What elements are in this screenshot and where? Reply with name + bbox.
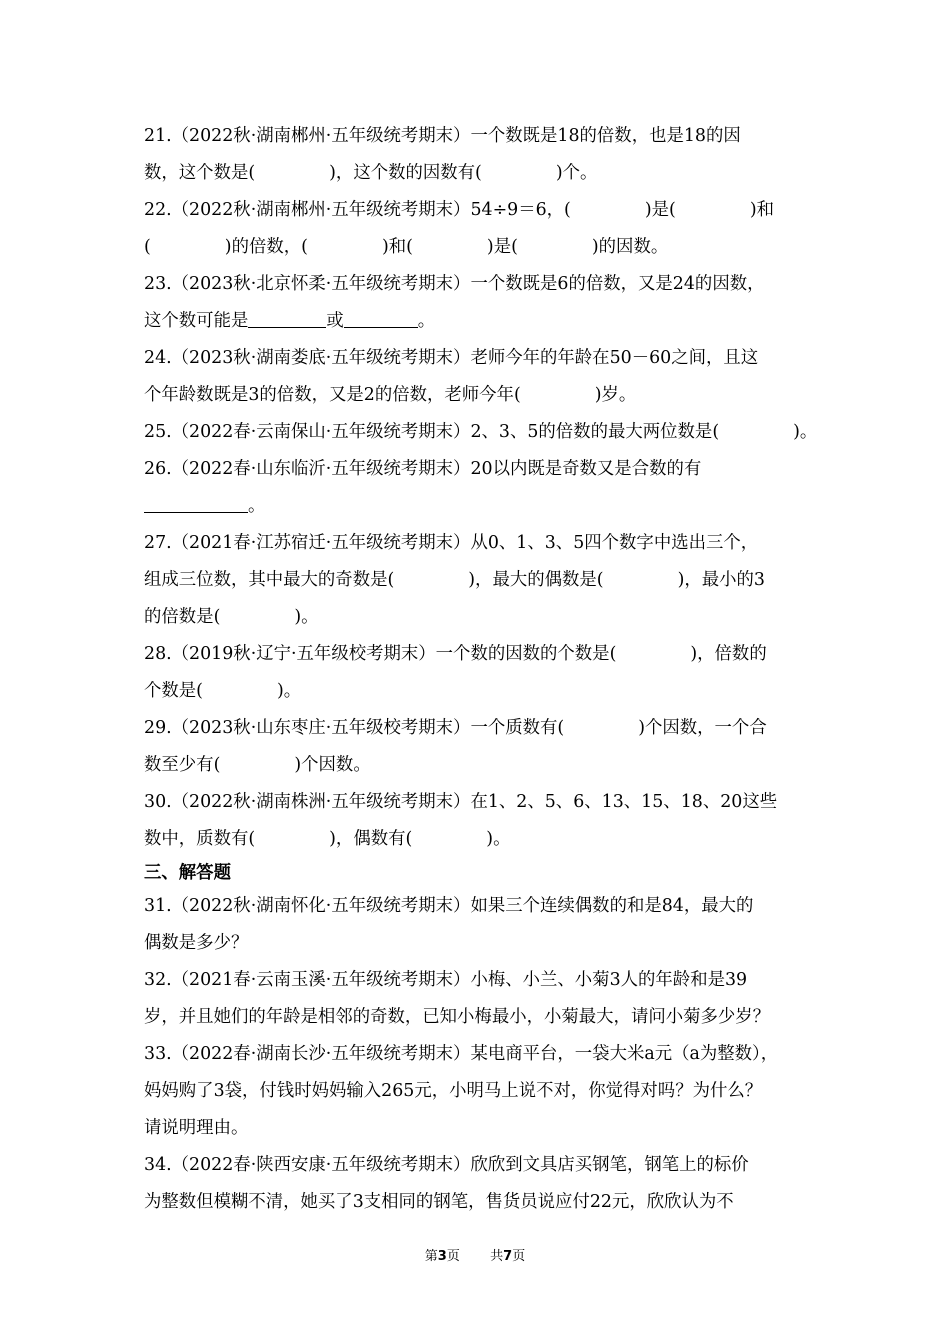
question-text: 29.（2023秋·山东枣庄·五年级校考期末）一个质数有( [144, 718, 565, 738]
question-21 [144, 118, 808, 192]
question-25 [144, 414, 818, 451]
question-text: )个因数。 [294, 755, 371, 775]
question-text: )。 [294, 607, 319, 627]
footer-total-suffix: 页 [512, 1249, 526, 1264]
question-28 [144, 636, 808, 710]
question-text: 的倍数是( [144, 607, 221, 627]
question-33 [144, 1036, 808, 1147]
question-text: 数，这个数是( [144, 163, 256, 183]
question-text: 30.（2022秋·湖南株洲·五年级统考期末）在1、2、5、6、13、15、18、20这些 [144, 792, 778, 812]
question-text: 32.（2021春·云南玉溪·五年级统考期末）小梅、小兰、小菊3人的年龄和是39 [144, 970, 748, 990]
page-footer [0, 1245, 950, 1264]
question-list [144, 118, 818, 1221]
question-text: )个。 [555, 163, 598, 183]
question-text: )，这个数的因数有( [329, 163, 482, 183]
question-text: )。 [486, 829, 511, 849]
question-text: )和( [381, 237, 413, 257]
question-text: )是( [644, 200, 676, 220]
total-pages: 7 [503, 1249, 513, 1264]
question-34 [144, 1147, 808, 1221]
question-text: 岁，并且她们的年龄是相邻的奇数，已知小梅最小，小菊最大，请问小菊多少岁？ [144, 1007, 771, 1027]
question-30 [144, 784, 808, 858]
question-text: 请说明理由。 [144, 1118, 249, 1138]
question-31 [144, 888, 808, 962]
question-text: 。 [248, 496, 266, 516]
question-text: 个数是( [144, 681, 203, 701]
footer-page-suffix: 页 [446, 1249, 460, 1264]
question-text: 22.（2022秋·湖南郴州·五年级统考期末）54÷9＝6，( [144, 200, 571, 220]
answer-underline[interactable] [344, 307, 418, 328]
question-text: 组成三位数，其中最大的奇数是( [144, 570, 395, 590]
question-text: 个年龄数既是3的倍数，又是2的倍数，老师今年( [144, 385, 521, 405]
question-text: 数中，质数有( [144, 829, 256, 849]
question-text: 24.（2023秋·湖南娄底·五年级统考期末）老师今年的年龄在50－60之间，且这 [144, 348, 759, 368]
question-text: 或 [326, 311, 344, 331]
question-text: )和 [749, 200, 774, 220]
question-text: 25.（2022春·云南保山·五年级统考期末）2、3、5的倍数的最大两位数是( [144, 422, 720, 442]
question-text: )。 [276, 681, 302, 701]
question-text: 23.（2023秋·北京怀柔·五年级统考期末）一个数既是6的倍数，又是24的因数， [144, 274, 765, 294]
question-text: ( [144, 237, 151, 257]
question-27 [144, 525, 808, 636]
question-text: )，最大的偶数是( [468, 570, 604, 590]
question-text: )，最小的3 [677, 570, 765, 590]
question-text: )是( [486, 237, 518, 257]
question-text: 34.（2022春·陕西安康·五年级统考期末）欣欣到文具店买钢笔，钢笔上的标价 [144, 1155, 749, 1175]
question-text: )的倍数，( [224, 237, 308, 257]
question-24 [144, 340, 808, 414]
question-text: 妈妈购了3袋，付钱时妈妈输入265元，小明马上说不对，你觉得对吗？为什么？ [144, 1081, 763, 1101]
question-text: 21.（2022秋·湖南郴州·五年级统考期末）一个数既是18的倍数，也是18的因 [144, 126, 741, 146]
question-29 [144, 710, 808, 784]
question-text: )个因数，一个合 [638, 718, 767, 738]
question-text: )，倍数的 [690, 644, 767, 664]
page-number: 3 [437, 1249, 447, 1264]
answer-underline[interactable] [144, 492, 248, 513]
question-22 [144, 192, 808, 266]
question-text: )岁。 [594, 385, 637, 405]
question-text: )。 [793, 422, 818, 442]
question-text: 31.（2022秋·湖南怀化·五年级统考期末）如果三个连续偶数的和是84，最大的 [144, 896, 754, 916]
question-text: 。 [417, 311, 436, 331]
question-text: 26.（2022春·山东临沂·五年级统考期末）20以内既是奇数又是合数的有 [144, 459, 702, 479]
question-23 [144, 266, 808, 340]
footer-total-prefix: 共 [490, 1249, 504, 1264]
question-text: 28.（2019秋·辽宁·五年级校考期末）一个数的因数的个数是( [144, 644, 617, 664]
question-text: 33.（2022春·湖南长沙·五年级统考期末）某电商平台，一袋大米a元（a为整数）， [144, 1044, 779, 1064]
section-heading: 三、解答题 [144, 863, 231, 883]
question-text: 这个数可能是 [144, 311, 249, 331]
footer-prefix: 第 [424, 1249, 438, 1264]
question-text: )的因数。 [591, 237, 669, 257]
question-32 [144, 962, 808, 1036]
question-text: 偶数是多少？ [144, 933, 249, 953]
question-text: 数至少有( [144, 755, 221, 775]
question-text: )，偶数有( [329, 829, 413, 849]
question-26 [144, 451, 808, 525]
question-text: 为整数但模糊不清，她买了3支相同的钢笔，售货员说应付22元，欣欣认为不 [144, 1192, 734, 1212]
answer-underline[interactable] [248, 307, 326, 328]
question-text: 27.（2021春·江苏宿迁·五年级统考期末）从0、1、3、5四个数字中选出三个， [144, 533, 759, 553]
